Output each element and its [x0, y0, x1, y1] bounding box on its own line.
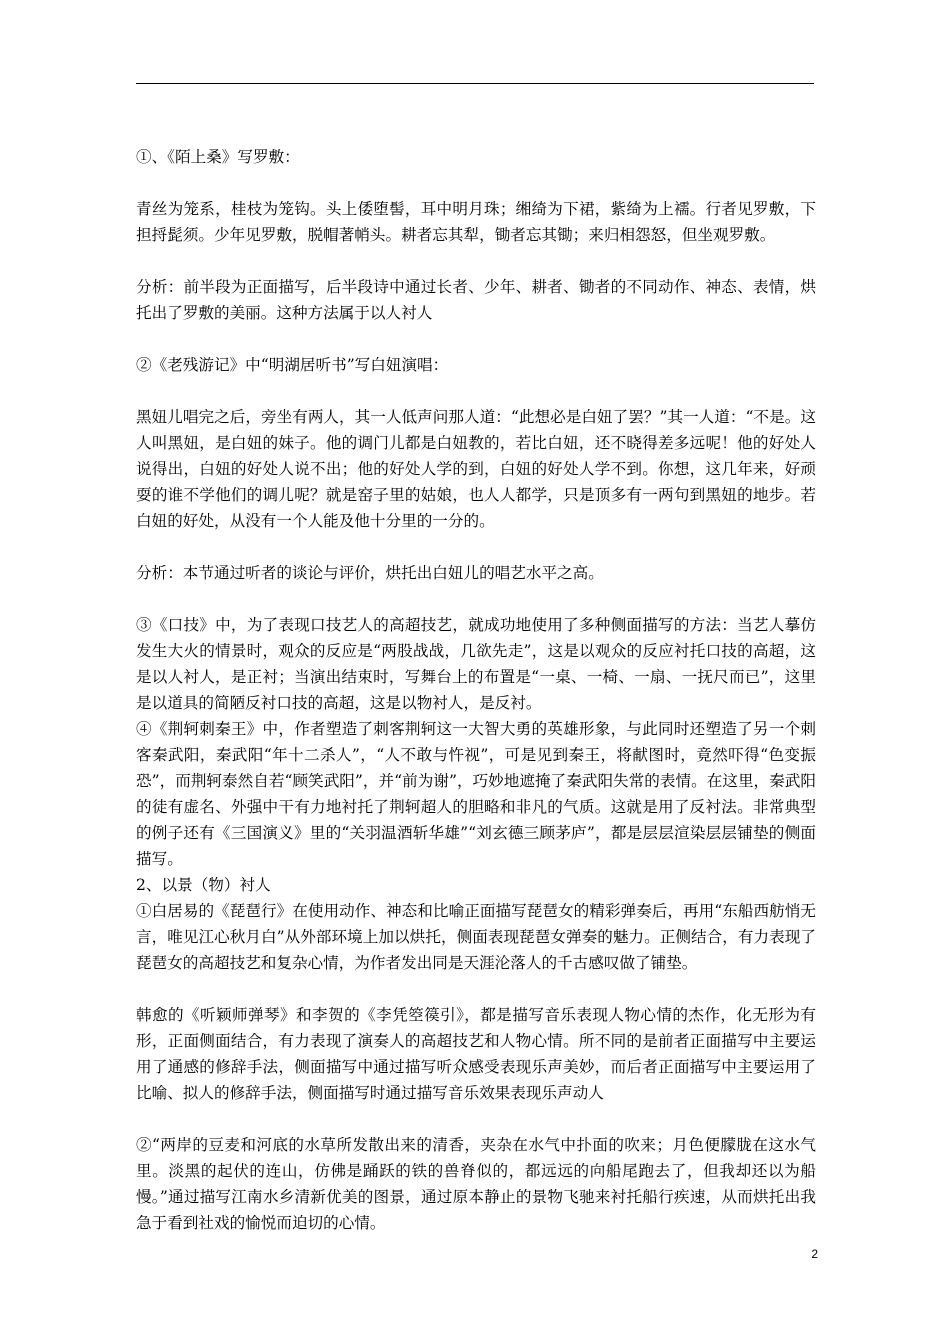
paragraph-kou-ji: ③《口技》中，为了表现口技艺人的高超技艺，就成功地使用了多种侧面描写的方法：当艺人摹仿发生大火的情景时，观众的反应是“两股战战，几欲先走”，这是以观众的反应衬托口技的高超，这是以人衬人，是正衬；当演出结束时，写舞台上的布置是“一桌、一椅、一扇、一抚尺而已”，这里是以道具的简陋反衬口技的高超，这是以物衬人，是反衬。	[136, 616, 816, 712]
paragraph-han-yu-li-he: 韩愈的《听颖师弹琴》和李贺的《李凭箜篌引》，都是描写音乐表现人物心情的杰作，化无形为有形，正面侧面结合，有力表现了演奏人的高超技艺和人物心情。所不同的是前者正面描写中主要运用了通感的修辞手法，侧面描写中通过描写听众感受表现乐声美妙，而后者正面描写中主要运用了比喻、拟人的修辞手法，侧面描写时通过描写音乐效果表现乐声动人	[136, 1006, 816, 1102]
page-number: 2	[811, 1247, 818, 1261]
paragraph-jing-ke: ④《荆轲刺秦王》中，作者塑造了刺客荆轲这一大智大勇的英雄形象，与此同时还塑造了另一个刺客秦武阳，秦武阳“年十二杀人”，“人不敢与忤视”，可是见到秦王，将献图时，竟然吓得“色变振恐”，而荆轲泰然自若“顾笑武阳”，并“前为谢”，巧妙地遮掩了秦武阳失常的表情。在这里，秦武阳的徒有虚名、外强中干有力地衬托了荆轲超人的胆略和非凡的气质。这就是用了反衬法。非常典型的例子还有《三国演义》里的“关羽温酒斩华雄”“刘玄德三顾茅庐”，都是层层渲染层层铺垫的侧面描写。	[136, 720, 816, 868]
header-rule	[136, 83, 814, 84]
poem-excerpt-mo-shang-sang: 青丝为笼系，桂枝为笼钩。头上倭堕髻，耳中明月珠；缃绮为下裙，紫绮为上襦。行者见罗敷，下担捋髭须。少年见罗敷，脱帽著帩头。耕者忘其犁，锄者忘其锄；来归相怨怒，但坐观罗敷。	[136, 200, 816, 244]
paragraph-pi-pa-xing: ①白居易的《琵琶行》在使用动作、神态和比喻正面描写琵琶女的精彩弹奏后，再用“东船西舫悄无言，唯见江心秋月白”从外部环境上加以烘托，侧面表现琵琶女弹奏的魅力。正侧结合，有力表现了琵琶女的高超技艺和复杂心情，为作者发出同是天涯沦落人的千古感叹做了铺垫。	[136, 902, 816, 972]
excerpt-lao-can-you-ji: 黑妞儿唱完之后，旁坐有两人，其一人低声问那人道：“此想必是白妞了罢？”其一人道：“不是。这人叫黑妞，是白妞的妹子。他的调门儿都是白妞教的，若比白妞，还不晓得差多远呢！他的好处人说得出，白妞的好处人说不出；他的好处人学的到，白妞的好处人学不到。你想，这几年来，好顽耍的谁不学他们的调儿呢？就是窑子里的姑娘，也人人都学，只是顶多有一两句到黑妞的地步。若白妞的好处，从没有一个人能及他十分里的一分的。	[136, 408, 816, 530]
heading-lao-can-you-ji: ②《老残游记》中“明湖居听书”写白妞演唱：	[136, 356, 449, 374]
analysis-paragraph-1: 分析：前半段为正面描写，后半段诗中通过长者、少年、耕者、锄者的不同动作、神态、表情，烘托出了罗敷的美丽。这种方法属于以人衬人	[136, 278, 816, 322]
paragraph-she-xi: ②“两岸的豆麦和河底的水草所发散出来的清香，夹杂在水气中扑面的吹来；月色便朦胧在这水气里。淡黑的起伏的连山，仿佛是踊跃的铁的兽脊似的，都远远的向船尾跑去了，但我却还以为船慢。”通过描写江南水乡清新优美的图景，通过原本静止的景物飞驰来衬托船行疾速，从而烘托出我急于看到社戏的愉悦而迫切的心情。	[136, 1136, 816, 1232]
document-body	[136, 144, 816, 1236]
analysis-paragraph-2: 分析：本节通过听者的谈论与评价，烘托出白妞儿的唱艺水平之高。	[136, 564, 604, 582]
heading-mo-shang-sang: ①、《陌上桑》写罗敷：	[136, 148, 300, 166]
section-heading-scenery: 2、以景（物）衬人	[136, 876, 271, 894]
